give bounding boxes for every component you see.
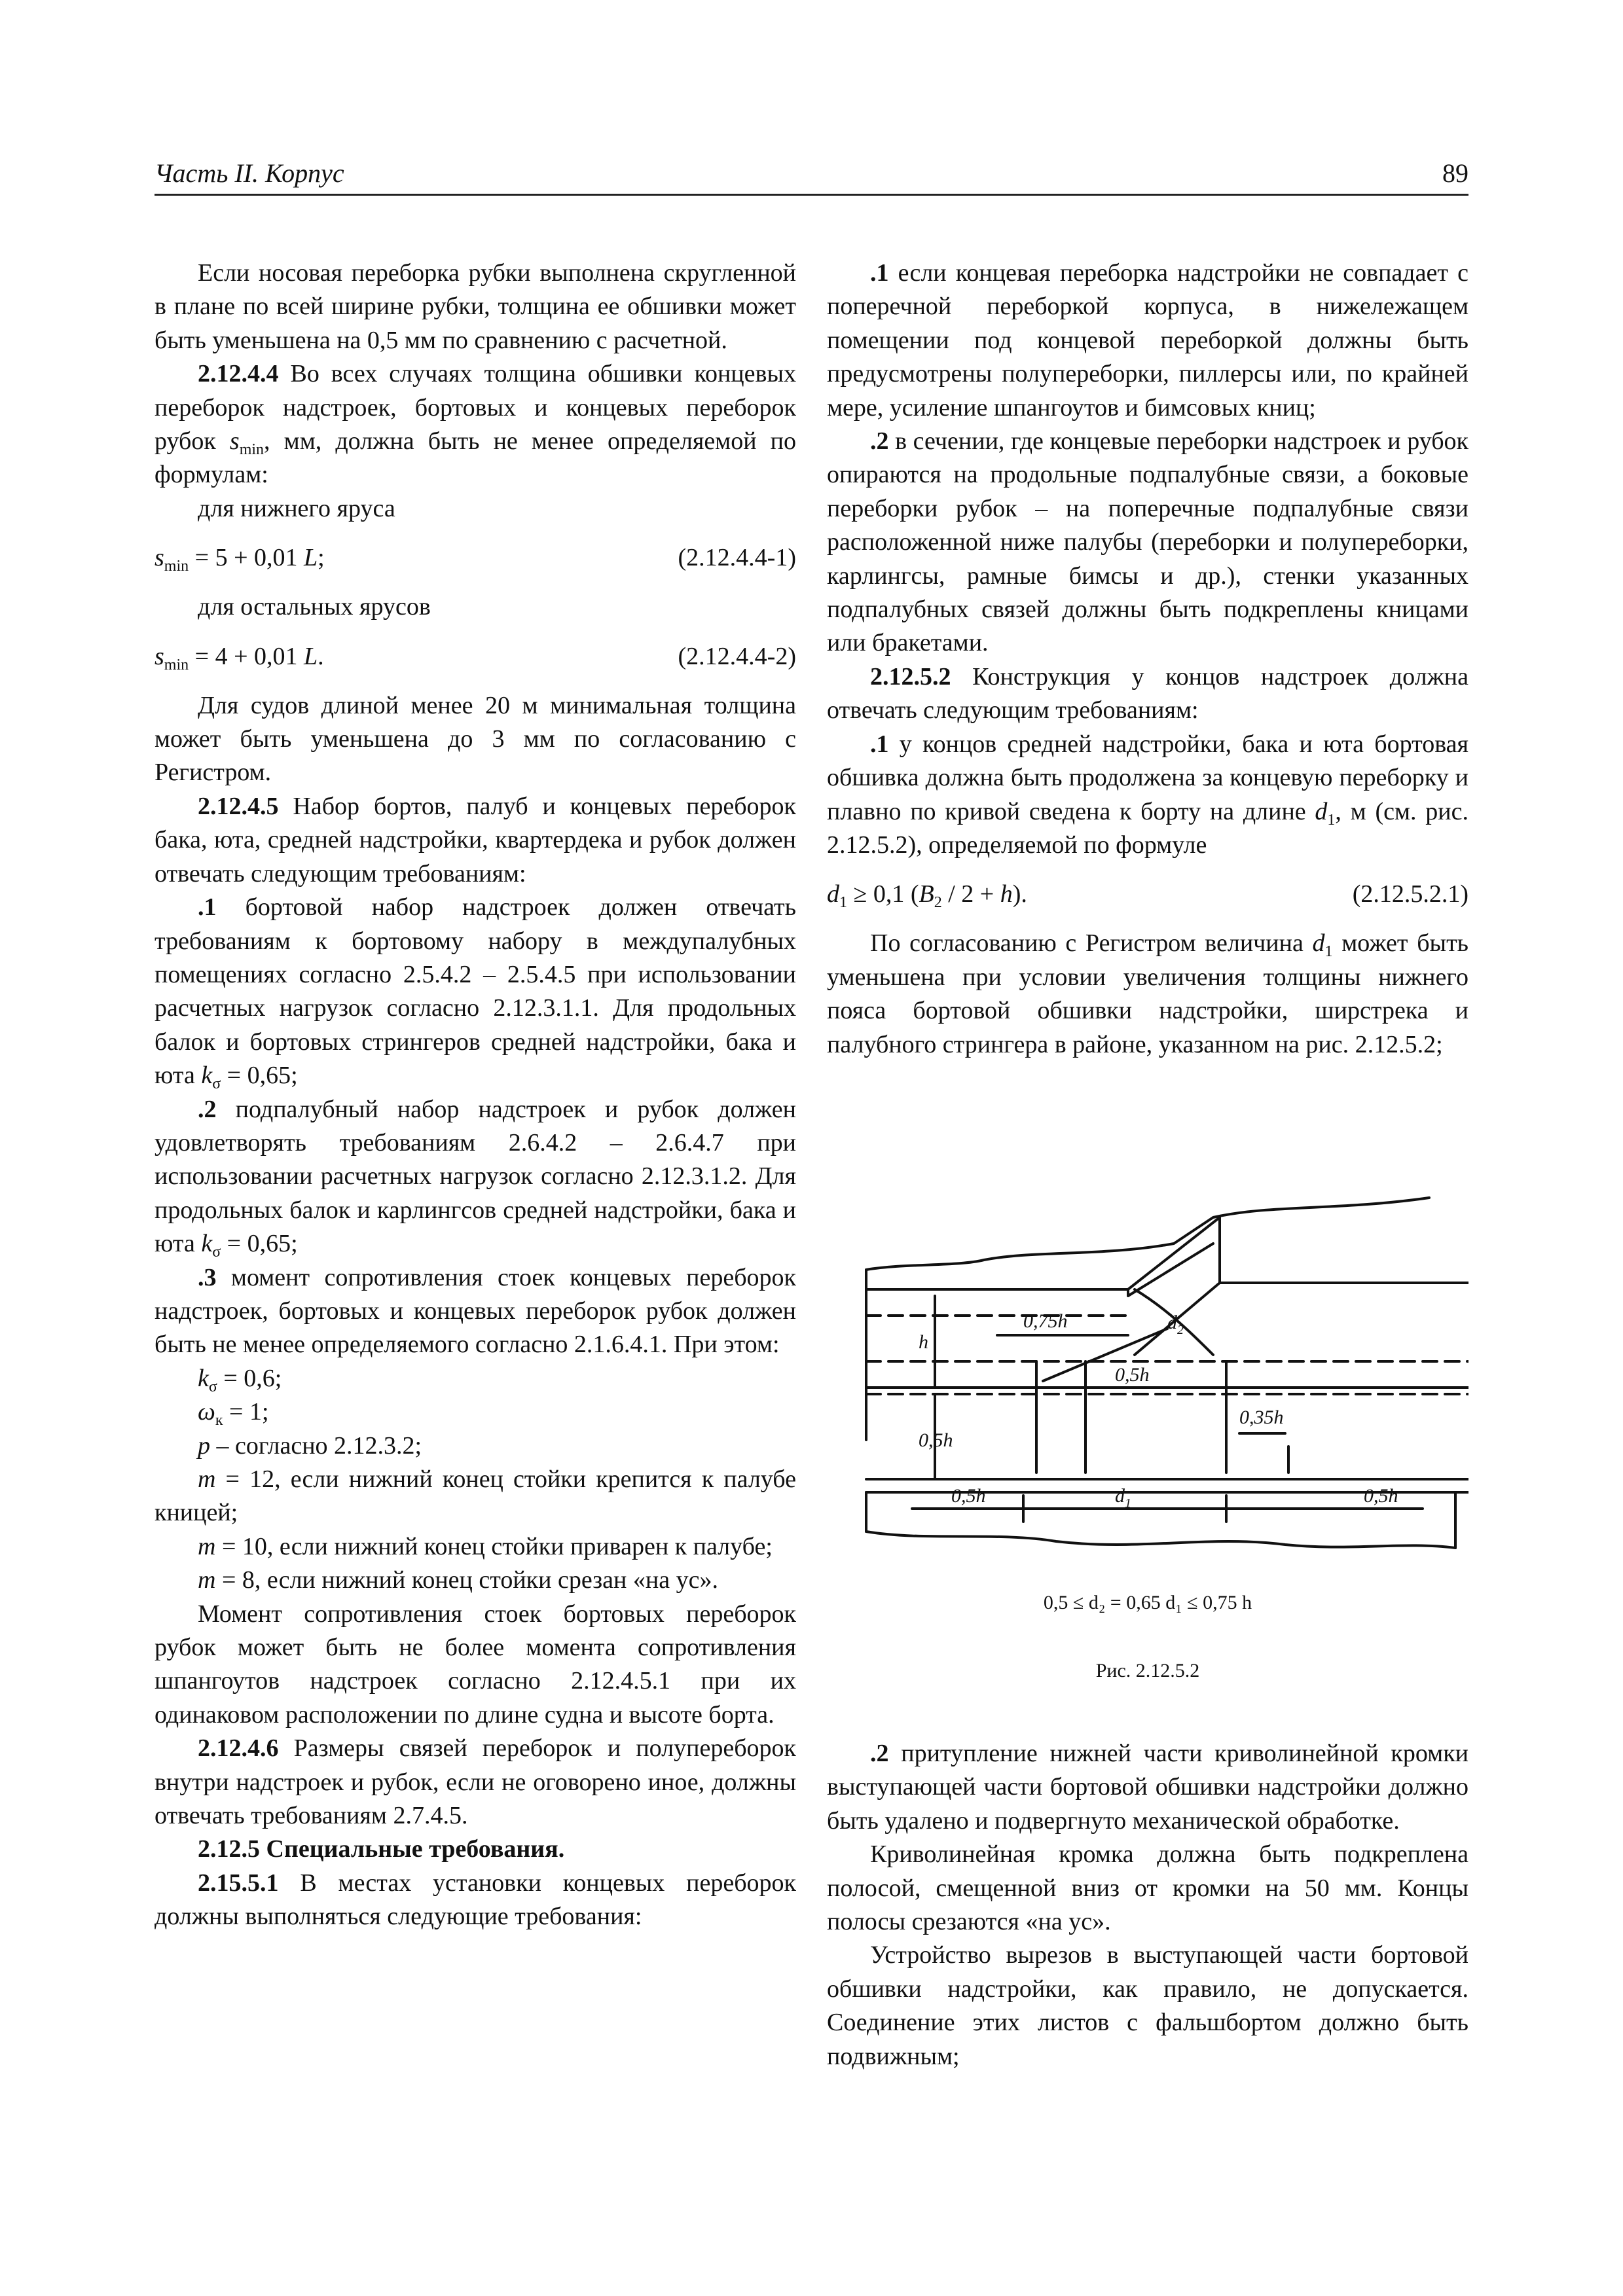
variable: m [198, 1532, 216, 1560]
text: / 2 + [941, 880, 1000, 908]
label-d2: $d_2$ [1167, 1312, 1184, 1337]
variable: k [201, 1062, 213, 1090]
figure-formula: 0,5 ≤ d₂ = 0,65 d₁ ≤ 0,75 h [1043, 1592, 1252, 1613]
label-075h: 0,75h [1023, 1310, 1068, 1332]
paragraph: Криволинейная кромка должна быть подкреплена полосой, смещенной вниз от кромки на 50 мм. Концы полосы срезаются «на ус». [827, 1840, 1468, 1936]
variable: k [201, 1230, 213, 1258]
variable: s [229, 427, 240, 456]
subscript: σ [208, 1378, 217, 1395]
list-item [155, 1429, 796, 1463]
paragraph [827, 660, 1468, 728]
paragraph [155, 1867, 796, 1934]
item-number: .1 [198, 893, 217, 922]
paragraph [155, 1732, 796, 1833]
text: подпалубный набор надстроек и рубок должен удовлетворять требованиям 2.6.4.2 – 2.6.4.7 при использовании расчетных нагрузок согласно 2.12.3.1.2. Для продольных балок и карлингсов средней надстройки, бака и юта [155, 1095, 796, 1258]
running-title: Часть II. Корпус [155, 158, 344, 188]
variable: L [304, 544, 318, 572]
variable: s [155, 544, 164, 572]
subscript: 1 [1324, 943, 1333, 961]
text: = 8, если нижний конец стойки срезан «на ус». [215, 1566, 718, 1594]
superstructure-top-edge [866, 1198, 1429, 1270]
text: , м (см. рис. 2.12.5.2), определяемой по формуле [827, 797, 1468, 859]
subscript: min [164, 558, 189, 575]
section-heading: 2.12.5 Специальные требования. [198, 1835, 565, 1863]
variable: k [198, 1364, 209, 1392]
subscript: σ [212, 1075, 221, 1093]
variable: B [919, 880, 934, 908]
variable: h [1000, 880, 1013, 908]
list-item [155, 1463, 796, 1530]
variable: m [198, 1566, 216, 1594]
paragraph: Если носовая переборка рубки выполнена скругленной в плане по всей ширине рубки, толщина ее обшивки может быть уменьшена на 0,5 мм по сравнению с расчетной. [155, 259, 796, 354]
item-number: .2 [870, 427, 889, 456]
section-number: 2.12.4.6 [198, 1734, 279, 1763]
label-05h-c: 0,5h [951, 1485, 986, 1507]
text: бортовой набор надстроек должен отвечать требованиям к бортовому набору в междупалубных помещениях согласно 2.5.4.2 – 2.5.4.5 при использовании расчетных нагрузок согласно 2.12.3.1.1. Для продольных балок и бортовых стрингеров средней надстройки, бака и юта [155, 893, 796, 1090]
variable: L [304, 642, 318, 670]
label-05h-d: 0,5h [1364, 1485, 1398, 1507]
text: = 0,6; [217, 1364, 282, 1392]
paragraph [827, 257, 1468, 425]
paragraph: Момент сопротивления стоек бортовых переборок рубок может быть не более момента сопротивления шпангоутов надстроек согласно 2.12.4.5.1 при их одинаковом расположении по длине судна и высоте борта. [155, 1600, 796, 1729]
paragraph: для остальных ярусов [198, 593, 431, 621]
paragraph [155, 891, 796, 1092]
item-number: .3 [198, 1263, 217, 1291]
text: Набор бортов, палуб и концевых переборок бака, юта, средней надстройки, квартердека и рубок должен отвечать следующим требованиям: [155, 792, 796, 888]
paragraph [827, 425, 1468, 660]
variable: s [155, 642, 164, 670]
text: = 4 + 0,01 [189, 642, 304, 670]
right-column [827, 257, 1468, 1062]
paragraph: Для судов длиной менее 20 м минимальная толщина может быть уменьшена до 3 мм по согласованию с Регистром. [155, 691, 796, 787]
item-number: .1 [870, 730, 889, 758]
formula-number: (2.12.4.4-2) [678, 642, 796, 670]
subscript: к [215, 1412, 223, 1429]
list-item [155, 1564, 796, 1597]
text: = 1; [223, 1398, 269, 1426]
text: В местах установки концевых переборок должны выполняться следующие требования: [155, 1869, 796, 1931]
formula-number: (2.12.4.4-1) [678, 544, 796, 572]
label-05h-b: 0,5h [919, 1429, 953, 1451]
formula-2 [155, 640, 796, 673]
text: По согласованию с Регистром величина [870, 929, 1313, 958]
item-number: .2 [198, 1095, 217, 1123]
figure-2-12-5-2 [827, 1165, 1468, 1636]
paragraph: Устройство вырезов в выступающей части бортовой обшивки надстройки, как правило, не допускается. Соединение этих листов с фальшбортом должно быть подвижным; [827, 1941, 1468, 2070]
paragraph [827, 1737, 1468, 1838]
text: – согласно 2.12.3.2; [210, 1431, 422, 1460]
section-number: 2.12.5.2 [870, 662, 951, 691]
deck-edge [1135, 1283, 1468, 1355]
structural-drawing [827, 1165, 1468, 1571]
text: если концевая переборка надстройки не совпадает с поперечной переборкой корпуса, в нижележащем помещении под концевой переборкой должны быть предусмотрены полупереборки, пиллерсы или, по крайней мере, усиление шпангоутов и бимсовых книц; [827, 259, 1468, 422]
list-item [155, 1530, 796, 1564]
text: = 0,65; [221, 1062, 298, 1090]
paragraph [155, 790, 796, 891]
label-05h-a: 0,5h [1115, 1364, 1150, 1386]
subscript: 1 [839, 894, 847, 912]
variable: p [198, 1431, 210, 1460]
section-number: 2.12.4.5 [198, 792, 279, 820]
figure-caption: Рис. 2.12.5.2 [1095, 1660, 1200, 1681]
variable: ω [198, 1398, 215, 1426]
text: . [318, 642, 324, 670]
paragraph [155, 1261, 796, 1362]
subscript: min [164, 656, 189, 673]
list-item [155, 1395, 796, 1429]
subscript: min [239, 441, 264, 459]
paragraph [155, 1093, 796, 1261]
paragraph [155, 357, 796, 492]
text: = 12, если нижний конец стойки крепится к палубе кницей; [155, 1465, 796, 1527]
text: ; [318, 544, 325, 572]
section-number: 2.15.5.1 [198, 1869, 279, 1897]
label-035h: 0,35h [1239, 1407, 1284, 1428]
variable: d [1312, 929, 1325, 958]
paragraph: для нижнего яруса [198, 494, 395, 522]
variable: m [198, 1465, 216, 1493]
text: , мм, должна быть не менее определяемой по формулам: [155, 427, 797, 489]
text: = 10, если нижний конец стойки приварен к палубе; [215, 1532, 773, 1560]
subscript: 1 [1327, 811, 1336, 829]
variable: d [1315, 797, 1328, 825]
text: ≥ 0,1 ( [847, 880, 919, 908]
page-number: 89 [1442, 158, 1468, 188]
text: момент сопротивления стоек концевых переборок надстроек, бортовых и концевых переборок рубок должен быть не менее определяемого согласно 2.1.6.4.1. При этом: [155, 1263, 796, 1359]
paragraph [827, 927, 1468, 1062]
left-column [155, 257, 796, 1934]
text: у концов средней надстройки, бака и юта бортовая обшивка должна быть продолжена за концевую переборку и плавно по кривой сведена к борту на длине [827, 730, 1468, 825]
label-h: h [919, 1331, 928, 1353]
text: = 5 + 0,01 [189, 544, 304, 572]
text: в сечении, где концевые переборки надстроек и рубок опираются на продольные подпалубные связи, а боковые переборки рубок – на поперечные подпалубные связи расположенной ниже палубы (переборки и полупереборки, карлингсы, рамные бимсы и др.), стенки указанных подпалубных связей должны быть подкреплены кницами или бракетами. [827, 427, 1468, 657]
formula-1 [155, 541, 796, 575]
text: = 0,65; [221, 1230, 298, 1258]
text: Размеры связей переборок и полупереборок внутри надстроек и рубок, если не оговорено иное, должны отвечать требованиям 2.7.4.5. [155, 1734, 796, 1830]
subscript: σ [212, 1244, 221, 1261]
formula-number: (2.12.5.2.1) [1352, 880, 1468, 908]
list-item [155, 1362, 796, 1395]
text: притупление нижней части криволинейной кромки выступающей части бортовой обшивки надстройки должно быть удалено и подвергнуто механической обработке. [827, 1740, 1468, 1835]
page-header [155, 157, 1468, 196]
right-column-continued [827, 1737, 1468, 2073]
subscript: 2 [934, 894, 942, 912]
paragraph [827, 728, 1468, 863]
label-d1: $d_1$ [1115, 1485, 1131, 1511]
text: ). [1012, 880, 1027, 908]
formula-3 [827, 878, 1468, 911]
text: может быть уменьшена при условии увеличения толщины нижнего пояса бортовой обшивки надстройки, ширстрека и палубного стрингера в районе, указанном на рис. 2.12.5.2; [827, 929, 1469, 1058]
bottom-edge [866, 1532, 1455, 1548]
text: Конструкция у концов надстроек должна отвечать следующим требованиям: [827, 662, 1468, 725]
section-number: 2.12.4.4 [198, 360, 279, 388]
variable: d [827, 880, 839, 908]
item-number: .1 [870, 259, 889, 287]
item-number: .2 [870, 1740, 889, 1767]
text: Во всех случаях толщина обшивки концевых переборок надстроек, бортовых и концевых переборок рубок [155, 360, 796, 456]
